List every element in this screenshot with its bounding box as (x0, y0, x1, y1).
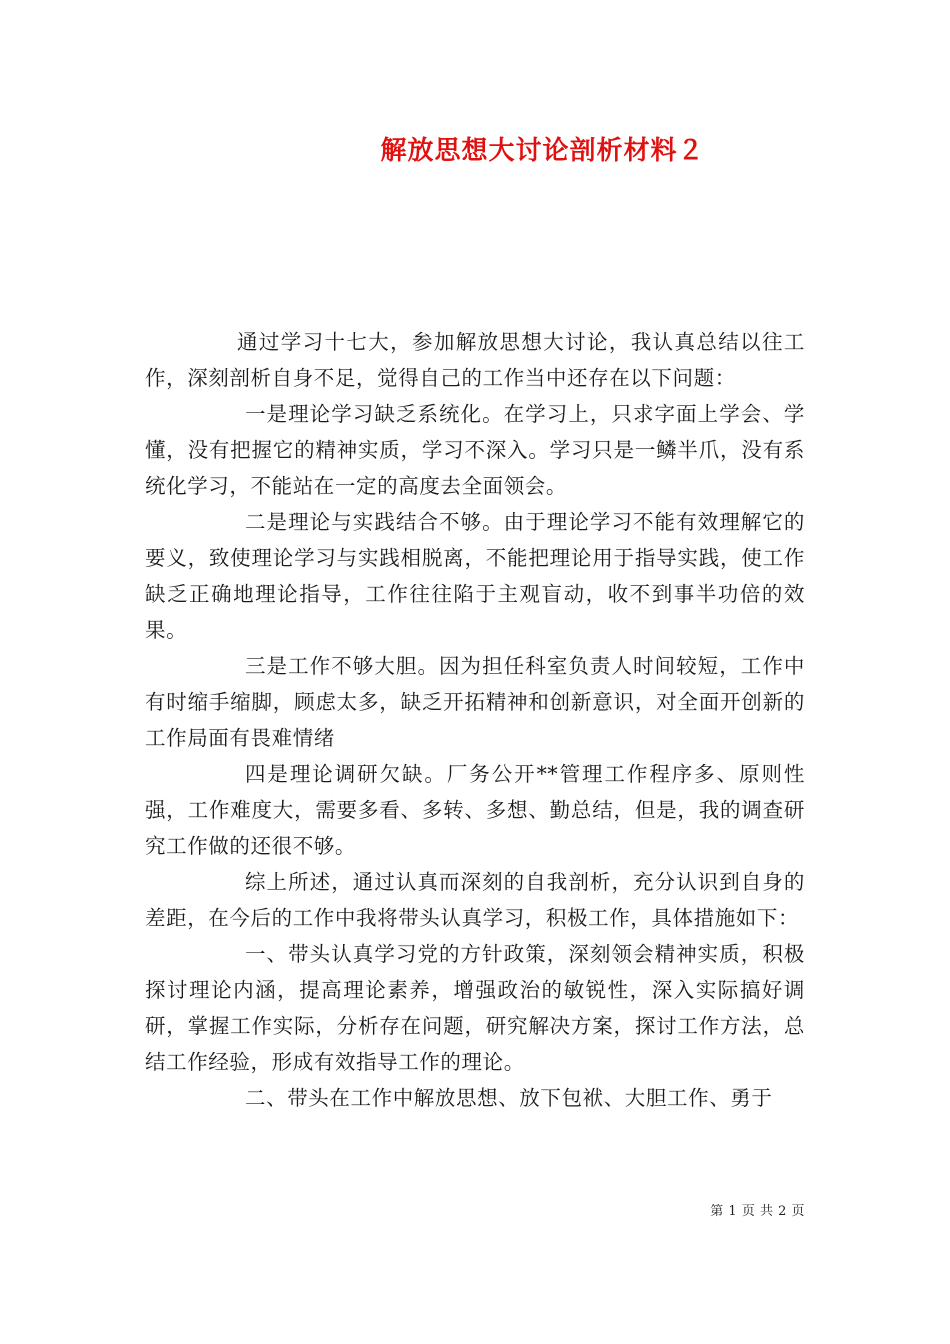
document-body (145, 324, 805, 1116)
paragraph-problem-1: 一是理论学习缺乏系统化。在学习上，只求字面上学会、学懂，没有把握它的精神实质，学习不深入。学习只是一鳞半爪，没有系统化学习，不能站在一定的高度去全面领会。 (145, 402, 805, 498)
page-title: 解放思想大讨论剖析材料２ (380, 136, 705, 166)
paragraph-problem-4: 四是理论调研欠缺。厂务公开**管理工作程序多、原则性强，工作难度大，需要多看、多转、多想、勤总结，但是，我的调查研究工作做的还很不够。 (145, 762, 805, 858)
paragraph-intro: 通过学习十七大，参加解放思想大讨论，我认真总结以往工作，深刻剖析自身不足，觉得自己的工作当中还存在以下问题： (145, 330, 805, 390)
paragraph-summary: 综上所述，通过认真而深刻的自我剖析，充分认识到自身的差距，在今后的工作中我将带头认真学习，积极工作，具体措施如下： (145, 870, 805, 930)
paragraph-measure-2: 二、带头在工作中解放思想、放下包袱、大胆工作、勇于 (245, 1086, 773, 1110)
paragraph-measure-1: 一、带头认真学习党的方针政策，深刻领会精神实质，积极探讨理论内涵，提高理论素养，增强政治的敏锐性，深入实际搞好调研，掌握工作实际，分析存在问题，研究解决方案，探讨工作方法，总结工作经验，形成有效指导工作的理论。 (145, 942, 805, 1074)
paragraph-problem-3: 三是工作不够大胆。因为担任科室负责人时间较短，工作中有时缩手缩脚，顾虑太多，缺乏开拓精神和创新意识，对全面开创新的工作局面有畏难情绪 (145, 654, 805, 750)
paragraph-problem-2: 二是理论与实践结合不够。由于理论学习不能有效理解它的要义，致使理论学习与实践相脱离，不能把理论用于指导实践，使工作缺乏正确地理论指导，工作往往陷于主观盲动，收不到事半功倍的效果。 (145, 510, 805, 642)
page-number: 第 1 页 共 2 页 (710, 1204, 805, 1219)
